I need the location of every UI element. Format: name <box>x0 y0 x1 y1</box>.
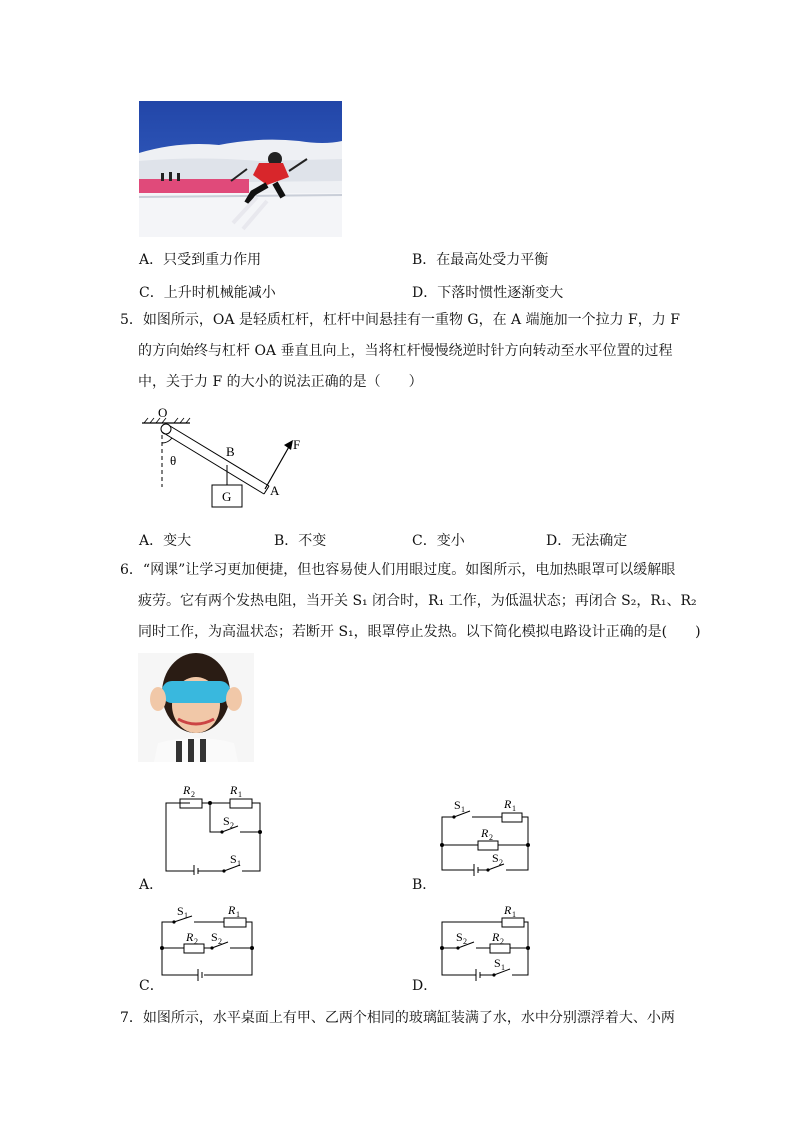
d-r1: R <box>504 903 512 917</box>
c-s1: S <box>177 904 184 918</box>
svg-text:1: 1 <box>184 911 188 920</box>
q6-option-d: D． <box>412 978 438 994</box>
eye-mask-photo <box>138 653 254 762</box>
c-s2: S <box>211 930 218 944</box>
c-r1: R <box>228 903 236 917</box>
skier-photo <box>139 101 342 237</box>
lever-figure <box>138 405 318 515</box>
svg-text:1: 1 <box>236 910 240 919</box>
circuit-c <box>156 900 260 984</box>
svg-text:1: 1 <box>461 805 465 814</box>
svg-text:1: 1 <box>237 859 241 868</box>
q6-stem-line2: 疲劳。它有两个发热电阻，当开关 S₁ 闭合时，R₁ 工作，为低温状态；再闭合 S₂，R₁、R₂ <box>138 593 697 609</box>
c-r2: R <box>186 930 194 944</box>
svg-text:1: 1 <box>512 910 516 919</box>
svg-text:1: 1 <box>238 790 242 799</box>
svg-text:2: 2 <box>194 937 198 946</box>
svg-text:2: 2 <box>489 833 493 842</box>
svg-text:1: 1 <box>501 963 505 972</box>
svg-text:2: 2 <box>218 937 222 946</box>
label-a: A <box>270 483 280 498</box>
svg-text:1: 1 <box>512 804 516 813</box>
q7-stem-line1: 7．如图所示，水平桌面上有甲、乙两个相同的玻璃缸装满了水，水中分别漂浮着大、小两 <box>120 1010 675 1026</box>
q5-stem-line1: 5．如图所示，OA 是轻质杠杆，杠杆中间悬挂有一重物 G，在 A 端施加一个拉力 F，力 F <box>120 312 680 328</box>
b-r2: R <box>481 826 489 840</box>
q4-option-c: C．上升时机械能减小 <box>139 285 276 301</box>
svg-text:2: 2 <box>500 937 504 946</box>
d-r2: R <box>492 930 500 944</box>
q6-option-c: C． <box>139 978 164 994</box>
circuit-d <box>432 900 536 986</box>
q5-option-a: A．变大 <box>139 533 192 549</box>
a-r2: R <box>183 783 191 797</box>
q4-option-a: A．只受到重力作用 <box>139 252 262 268</box>
q5-stem-line2: 的方向始终与杠杆 OA 垂直且向上，当将杠杆慢慢绕逆时针方向转动至水平位置的过程 <box>138 343 673 359</box>
q5-option-c: C．变小 <box>412 533 465 549</box>
q4-option-b: B．在最高处受力平衡 <box>412 252 549 268</box>
d-s1: S <box>494 956 501 970</box>
a-s1: S <box>230 852 237 866</box>
q6-stem-line1: 6．“网课”让学习更加便捷，但也容易使人们用眼过度。如图所示，电加热眼罩可以缓解眼 <box>120 562 676 578</box>
q5-stem-line3: 中，关于力 F 的大小的说法正确的是（ ） <box>138 374 423 390</box>
q6-stem-line3: 同时工作，为高温状态；若断开 S₁，眼罩停止发热。以下简化模拟电路设计正确的是( ) <box>138 624 701 640</box>
q5-option-b: B．不变 <box>274 533 327 549</box>
q4-option-d: D．下落时惯性逐渐变大 <box>412 285 564 301</box>
a-r1: R <box>230 783 238 797</box>
q5-option-d: D．无法确定 <box>546 533 628 549</box>
label-b: B <box>226 444 235 459</box>
label-f: F <box>293 437 301 452</box>
b-s1: S <box>454 798 461 812</box>
b-r1: R <box>504 797 512 811</box>
svg-text:2: 2 <box>463 937 467 946</box>
circuit-a <box>160 780 270 875</box>
q6-option-b: B． <box>412 877 437 893</box>
label-o: O <box>158 405 168 420</box>
circuit-b <box>436 795 536 880</box>
d-s2: S <box>456 930 463 944</box>
b-s2: S <box>492 851 499 865</box>
label-g: G <box>222 489 232 504</box>
svg-text:2: 2 <box>499 858 503 867</box>
svg-text:2: 2 <box>191 790 195 799</box>
svg-text:2: 2 <box>230 821 234 830</box>
a-s2: S <box>223 814 230 828</box>
label-theta: θ <box>170 453 177 468</box>
q6-option-a: A． <box>139 877 164 893</box>
